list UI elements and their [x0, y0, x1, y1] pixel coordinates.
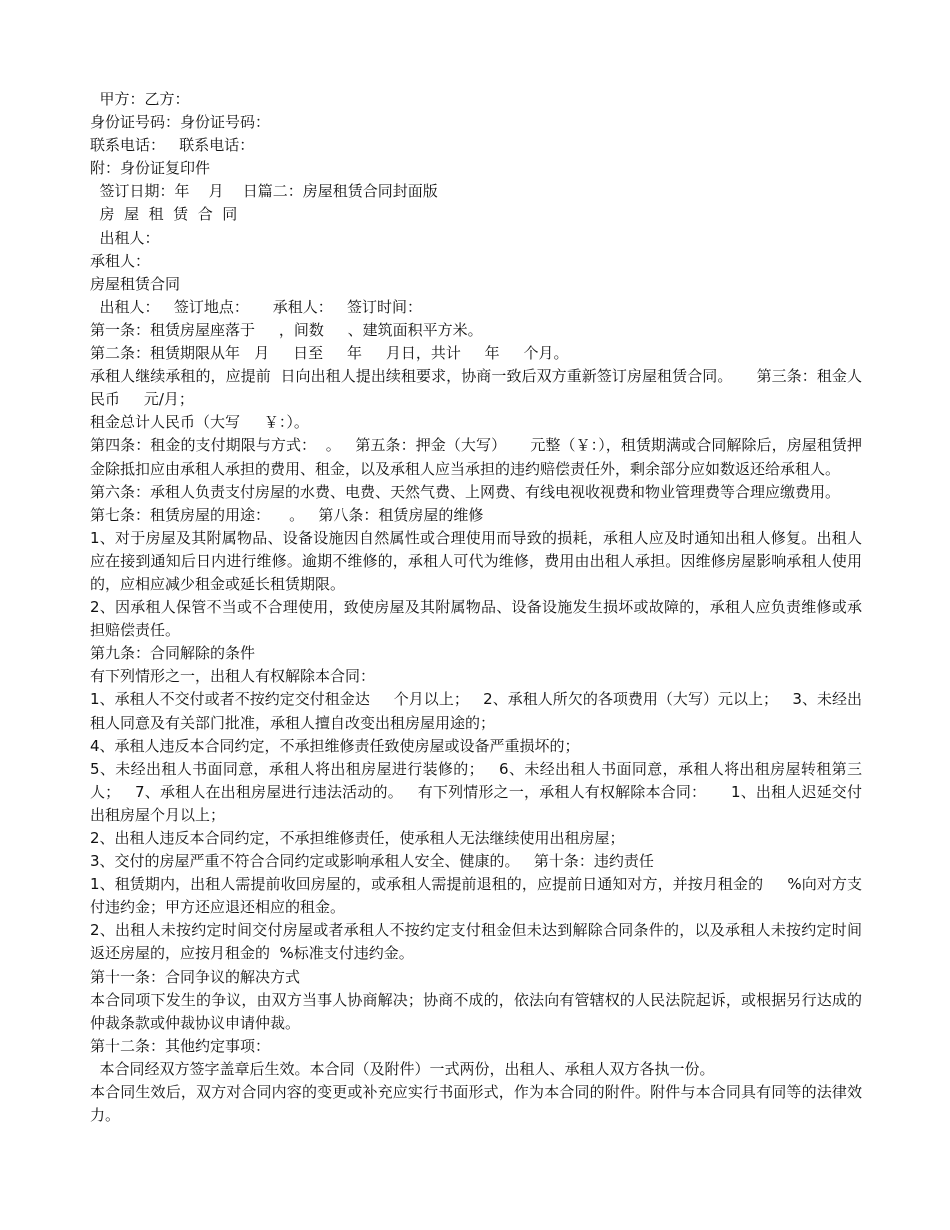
- signing-info-line: 出租人： 签订地点： 承租人： 签订时间：: [90, 297, 422, 316]
- article-6: 第六条：承租人负责支付房屋的水费、电费、天然气费、上网费、有线电视收视费和物业管理费等合理应缴费用。: [90, 482, 841, 501]
- contract-title: 房屋租赁合同: [90, 274, 181, 293]
- phone-line: 联系电话： 联系电话：: [90, 136, 255, 155]
- lessee-termination-item-2: 2、出租人违反本合同约定，不承担维修责任，使承租人无法继续使用出租房屋；: [90, 829, 625, 847]
- termination-item-4: 4、承租人违反本合同约定，不承担维修责任致使房屋或设备严重损坏的；: [90, 736, 580, 755]
- dispute-resolution: 本合同项下发生的争议，由双方当事人协商解决；协商不成的，依法向有管辖权的人民法院起诉，或根据另行达成的仲裁条款或仲裁协议申请仲裁。: [90, 990, 862, 1032]
- renewal-and-article-3: 承租人继续承租的，应提前 日向出租人提出续租要求，协商一致后双方重新签订房屋租赁合同。 第三条：租金人民币 元/月；: [90, 367, 862, 409]
- article-11-heading: 第十一条：合同争议的解决方式: [90, 967, 301, 986]
- lessee-line: 承租人：: [90, 251, 151, 270]
- article-2: 第二条：租赁期限从年 月 日至 年 月日，共计 年 个月。: [90, 344, 569, 363]
- attachment-line: 附：身份证复印件: [90, 159, 211, 178]
- article-9-heading: 第九条：合同解除的条件: [90, 644, 256, 663]
- breach-clause-2: 2、出租人未按约定时间交付房屋或者承租人不按约定支付租金但未达到解除合同条件的，以及承租人未按约定时间返还房屋的，应按月租金的 %标准支付违约金。: [90, 921, 862, 963]
- lessor-termination-intro: 有下列情形之一，出租人有权解除本合同：: [90, 667, 376, 686]
- effectiveness-clause: 本合同经双方签字盖章后生效。本合同（及附件）一式两份，出租人、承租人双方各执一份。: [90, 1059, 715, 1078]
- article-4-5: 第四条：租金的支付期限与方式： 。 第五条：押金（大写） 元整（￥：），租赁期满或合同解除后，房屋租赁押金除抵扣应由承租人承担的费用、租金，以及承租人应当承担的违约赔偿责任外，剩余部分应如数返还给承租人。: [90, 436, 862, 478]
- lessor-line: 出租人：: [90, 228, 160, 247]
- contract-document: [90, 88, 862, 1127]
- party-a-b-line: 甲方：乙方：: [90, 90, 190, 108]
- termination-items-1-3: 1、承租人不交付或者不按约定交付租金达 个月以上； 2、承租人所欠的各项费用（大写）元以上； 3、未经出租人同意及有关部门批准，承租人擅自改变出租房屋用途的；: [90, 690, 862, 732]
- article-7-8: 第七条：租赁房屋的用途： 。 第八条：租赁房屋的维修: [90, 505, 484, 524]
- repair-clause-1: 1、对于房屋及其附属物品、设备设施因自然属性或合理使用而导致的损耗，承租人应及时通知出租人修复。出租人应在接到通知后日内进行维修。逾期不维修的，承租人可代为维修，费用由出租人承担。因维修房屋影响承租人使用的，应相应减少租金或延长租赁期限。: [90, 528, 862, 593]
- rent-total-line: 租金总计人民币（大写 ￥：）。: [90, 413, 309, 432]
- article-1: 第一条：租赁房屋座落于 ，间数 、建筑面积平方米。: [90, 320, 483, 339]
- amendment-clause: 本合同生效后，双方对合同内容的变更或补充应实行书面形式，作为本合同的附件。附件与本合同具有同等的法律效力。: [90, 1083, 862, 1125]
- repair-clause-2: 2、因承租人保管不当或不合理使用，致使房屋及其附属物品、设备设施发生损坏或故障的，承租人应负责维修或承担赔偿责任。: [90, 598, 862, 640]
- cover-title: 房 屋 租 赁 合 同: [90, 205, 238, 224]
- sign-date-line: 签订日期：年 月 日篇二：房屋租赁合同封面版: [90, 182, 438, 201]
- article-12-heading: 第十二条：其他约定事项：: [90, 1036, 271, 1055]
- termination-items-5-7: 5、未经出租人书面同意，承租人将出租房屋进行装修的； 6、未经出租人书面同意，承租人将出租房屋转租第三人； 7、承租人在出租房屋进行违法活动的。 有下列情形之一，承租人有权解除本合同： 1、出租人迟延交付出租房屋个月以上；: [90, 759, 862, 824]
- lessee-termination-item-3-article-10: 3、交付的房屋严重不符合合同约定或影响承租人安全、健康的。 第十条：违约责任: [90, 852, 654, 871]
- id-number-line: 身份证号码：身份证号码：: [90, 113, 271, 132]
- breach-clause-1: 1、租赁期内，出租人需提前收回房屋的，或承租人需提前退租的，应提前日通知对方，并按月租金的 %向对方支付违约金；甲方还应退还相应的租金。: [90, 875, 862, 917]
